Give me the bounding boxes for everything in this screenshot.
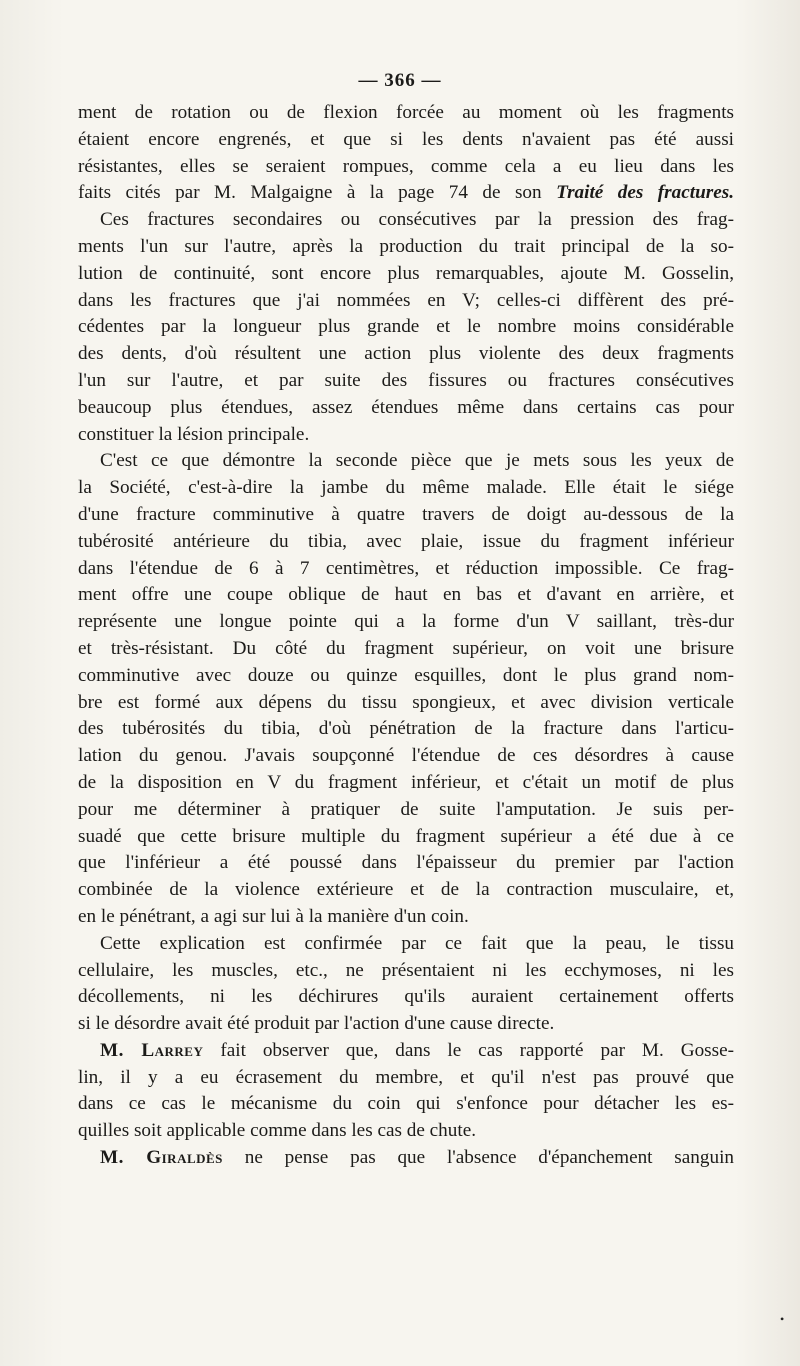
text-line: lation du genou. J'avais soupçonné l'étendue de ces désordres à cause [78,745,734,767]
text-line-with-speaker [78,1038,734,1065]
speaker-name: M. Larrey [100,1039,204,1061]
text-line: résistantes, elles se seraient rompues, comme cela a eu lieu dans les [78,155,734,177]
text-line: C'est ce que démontre la seconde pièce que je mets sous les yeux de [100,450,734,472]
text-line: ment de rotation ou de flexion forcée au moment où les fragments [78,102,734,123]
text-line: cédentes par la longueur plus grande et le nombre moins considérable [78,316,734,338]
text-line: ments l'un sur l'autre, après la production du trait principal de la so- [78,235,734,257]
page-number: — 366 — [358,70,442,91]
text-line: lution de continuité, sont encore plus remarquables, ajoute M. Gosselin, [78,262,734,284]
text-fragment: ne pense pas que l'absence d'épanchement sanguin [244,1147,734,1169]
text-line: beaucoup plus étendues, assez étendues même dans certains cas pour [78,396,734,418]
text-line: Ces fractures secondaires ou consécutives par la pression des frag- [100,209,734,231]
text-line: dans l'étendue de 6 à 7 centimètres, et réduction impossible. Ce frag- [78,557,734,579]
text-line: ment offre une coupe oblique de haut en bas et d'avant en arrière, et [78,584,734,606]
text-line: étaient encore engrenés, et que si les dents n'avaient pas été aussi [78,128,734,150]
text-line: comminutive avec douze ou quinze esquilles, dont le plus grand nom- [78,664,734,686]
text-line: et très-résistant. Du côté du fragment supérieur, on voit une brisure [78,637,734,659]
ink-mark: • [780,1312,785,1326]
speaker-name: M. Giraldès [100,1147,223,1169]
text-line: des tubérosités du tibia, d'où pénétration de la fracture dans l'articu- [78,718,734,740]
text-line: de la disposition en V du fragment inférieur, et c'était un motif de plus [78,771,734,793]
text-line: combinée de la violence extérieure et de la contraction musculaire, et, [78,879,734,901]
text-line: bre est formé aux dépens du tissu spongieux, et avec division verticale [78,691,734,713]
text-line-with-title [78,180,734,207]
book-title: Traité des fractures. [556,182,734,204]
text-line: que l'inférieur a été poussé dans l'épaisseur du premier par l'action [78,852,734,874]
text-line: des dents, d'où résultent une action plus violente des deux fragments [78,343,734,365]
text-line: cellulaire, les muscles, etc., ne présentaient ni les ecchymoses, ni les [78,959,734,981]
text-line: lin, il y a eu écrasement du membre, et qu'il n'est pas prouvé que [78,1066,734,1088]
text-fragment: fait observer que, dans le cas rapporté par M. Gosse- [220,1039,735,1061]
text-line: si le désordre avait été produit par l'action d'une cause directe. [78,1013,555,1035]
text-line: d'une fracture comminutive à quatre travers de doigt au-dessous de la [78,503,734,525]
body-text [78,100,734,1172]
text-line: pour me déterminer à pratiquer de suite l'amputation. Je suis per- [78,798,734,820]
text-line: suadé que cette brisure multiple du fragment supérieur a été due à ce [78,825,734,847]
text-line: quilles soit applicable comme dans les cas de chute. [78,1120,477,1142]
text-fragment: faits cités par M. Malgaigne à la page 74 de son [78,182,542,204]
text-line: l'un sur l'autre, et par suite des fissures ou fractures consécutives [78,369,734,391]
text-line: dans les fractures que j'ai nommées en V; celles-ci diffèrent des pré- [78,289,734,311]
text-line: dans ce cas le mécanisme du coin qui s'enfonce pour détacher les es- [78,1093,734,1115]
text-line: en le pénétrant, a agi sur lui à la manière d'un coin. [78,905,469,927]
text-line: constituer la lésion principale. [78,423,310,445]
text-line: la Société, c'est-à-dire la jambe du même malade. Elle était le siége [78,477,734,499]
text-line: tubérosité antérieure du tibia, avec plaie, issue du fragment inférieur [78,530,734,552]
text-line-with-speaker [78,1145,734,1172]
text-line: représente une longue pointe qui a la forme d'un V saillant, très-dur [78,611,734,633]
text-line: décollements, ni les déchirures qu'ils auraient certainement offerts [78,986,734,1008]
text-line: Cette explication est confirmée par ce fait que la peau, le tissu [100,932,734,954]
